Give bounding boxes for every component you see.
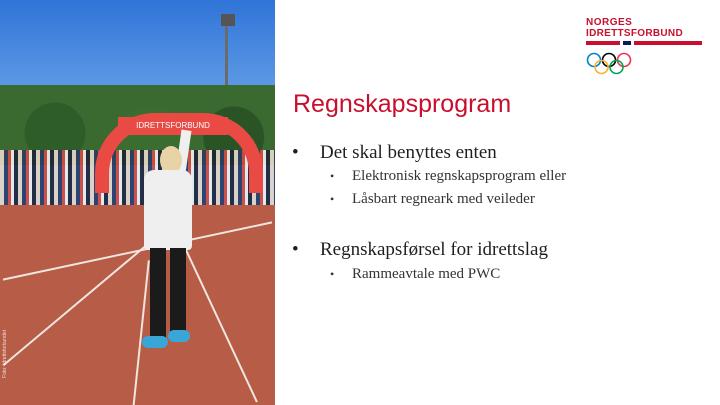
arch-banner: IDRETTSFORBUND [118, 117, 228, 135]
person-shoe [168, 330, 190, 342]
bullet-glyph: • [292, 239, 299, 260]
sub-bullet-text: Låsbart regneark med veileder [352, 191, 535, 207]
bullet-glyph: • [292, 142, 299, 163]
bullet-text: Regnskapsførsel for idrettslag [320, 239, 548, 260]
sub-bullet-item [330, 191, 535, 208]
bullet-text: Det skal benyttes enten [320, 142, 497, 163]
sub-bullet-item [330, 168, 566, 185]
flag-red-segment [586, 41, 620, 45]
bullet-item [292, 142, 497, 164]
sub-bullet-text: Elektronisk regnskapsprogram eller [352, 168, 567, 184]
bullet-glyph: • [330, 169, 335, 183]
bullet-glyph: • [330, 267, 335, 281]
sub-bullet-item [330, 266, 500, 283]
nif-logo [586, 17, 702, 45]
olympic-rings-icon [586, 52, 636, 76]
logo-text-idrettsforbund: IDRETTSFORBUND [586, 28, 683, 39]
slide-title: Regnskapsprogram [293, 90, 512, 118]
person-leg [170, 248, 186, 333]
logo-text-norges: NORGES [586, 17, 633, 28]
person-shoe [142, 336, 168, 348]
sub-bullet-text: Rammeavtale med PWC [352, 266, 501, 282]
flag-red-segment [634, 41, 702, 45]
person-leg [150, 248, 166, 340]
logo-flag-bar [586, 41, 702, 45]
bullet-glyph: • [330, 192, 335, 206]
slide-photo [0, 0, 275, 405]
person-jacket [144, 170, 192, 250]
photo-credit: Foto: Idrettsforbundet [2, 330, 8, 378]
flag-blue-segment [623, 41, 631, 45]
bullet-item [292, 239, 548, 261]
floodlight-head [221, 14, 235, 26]
